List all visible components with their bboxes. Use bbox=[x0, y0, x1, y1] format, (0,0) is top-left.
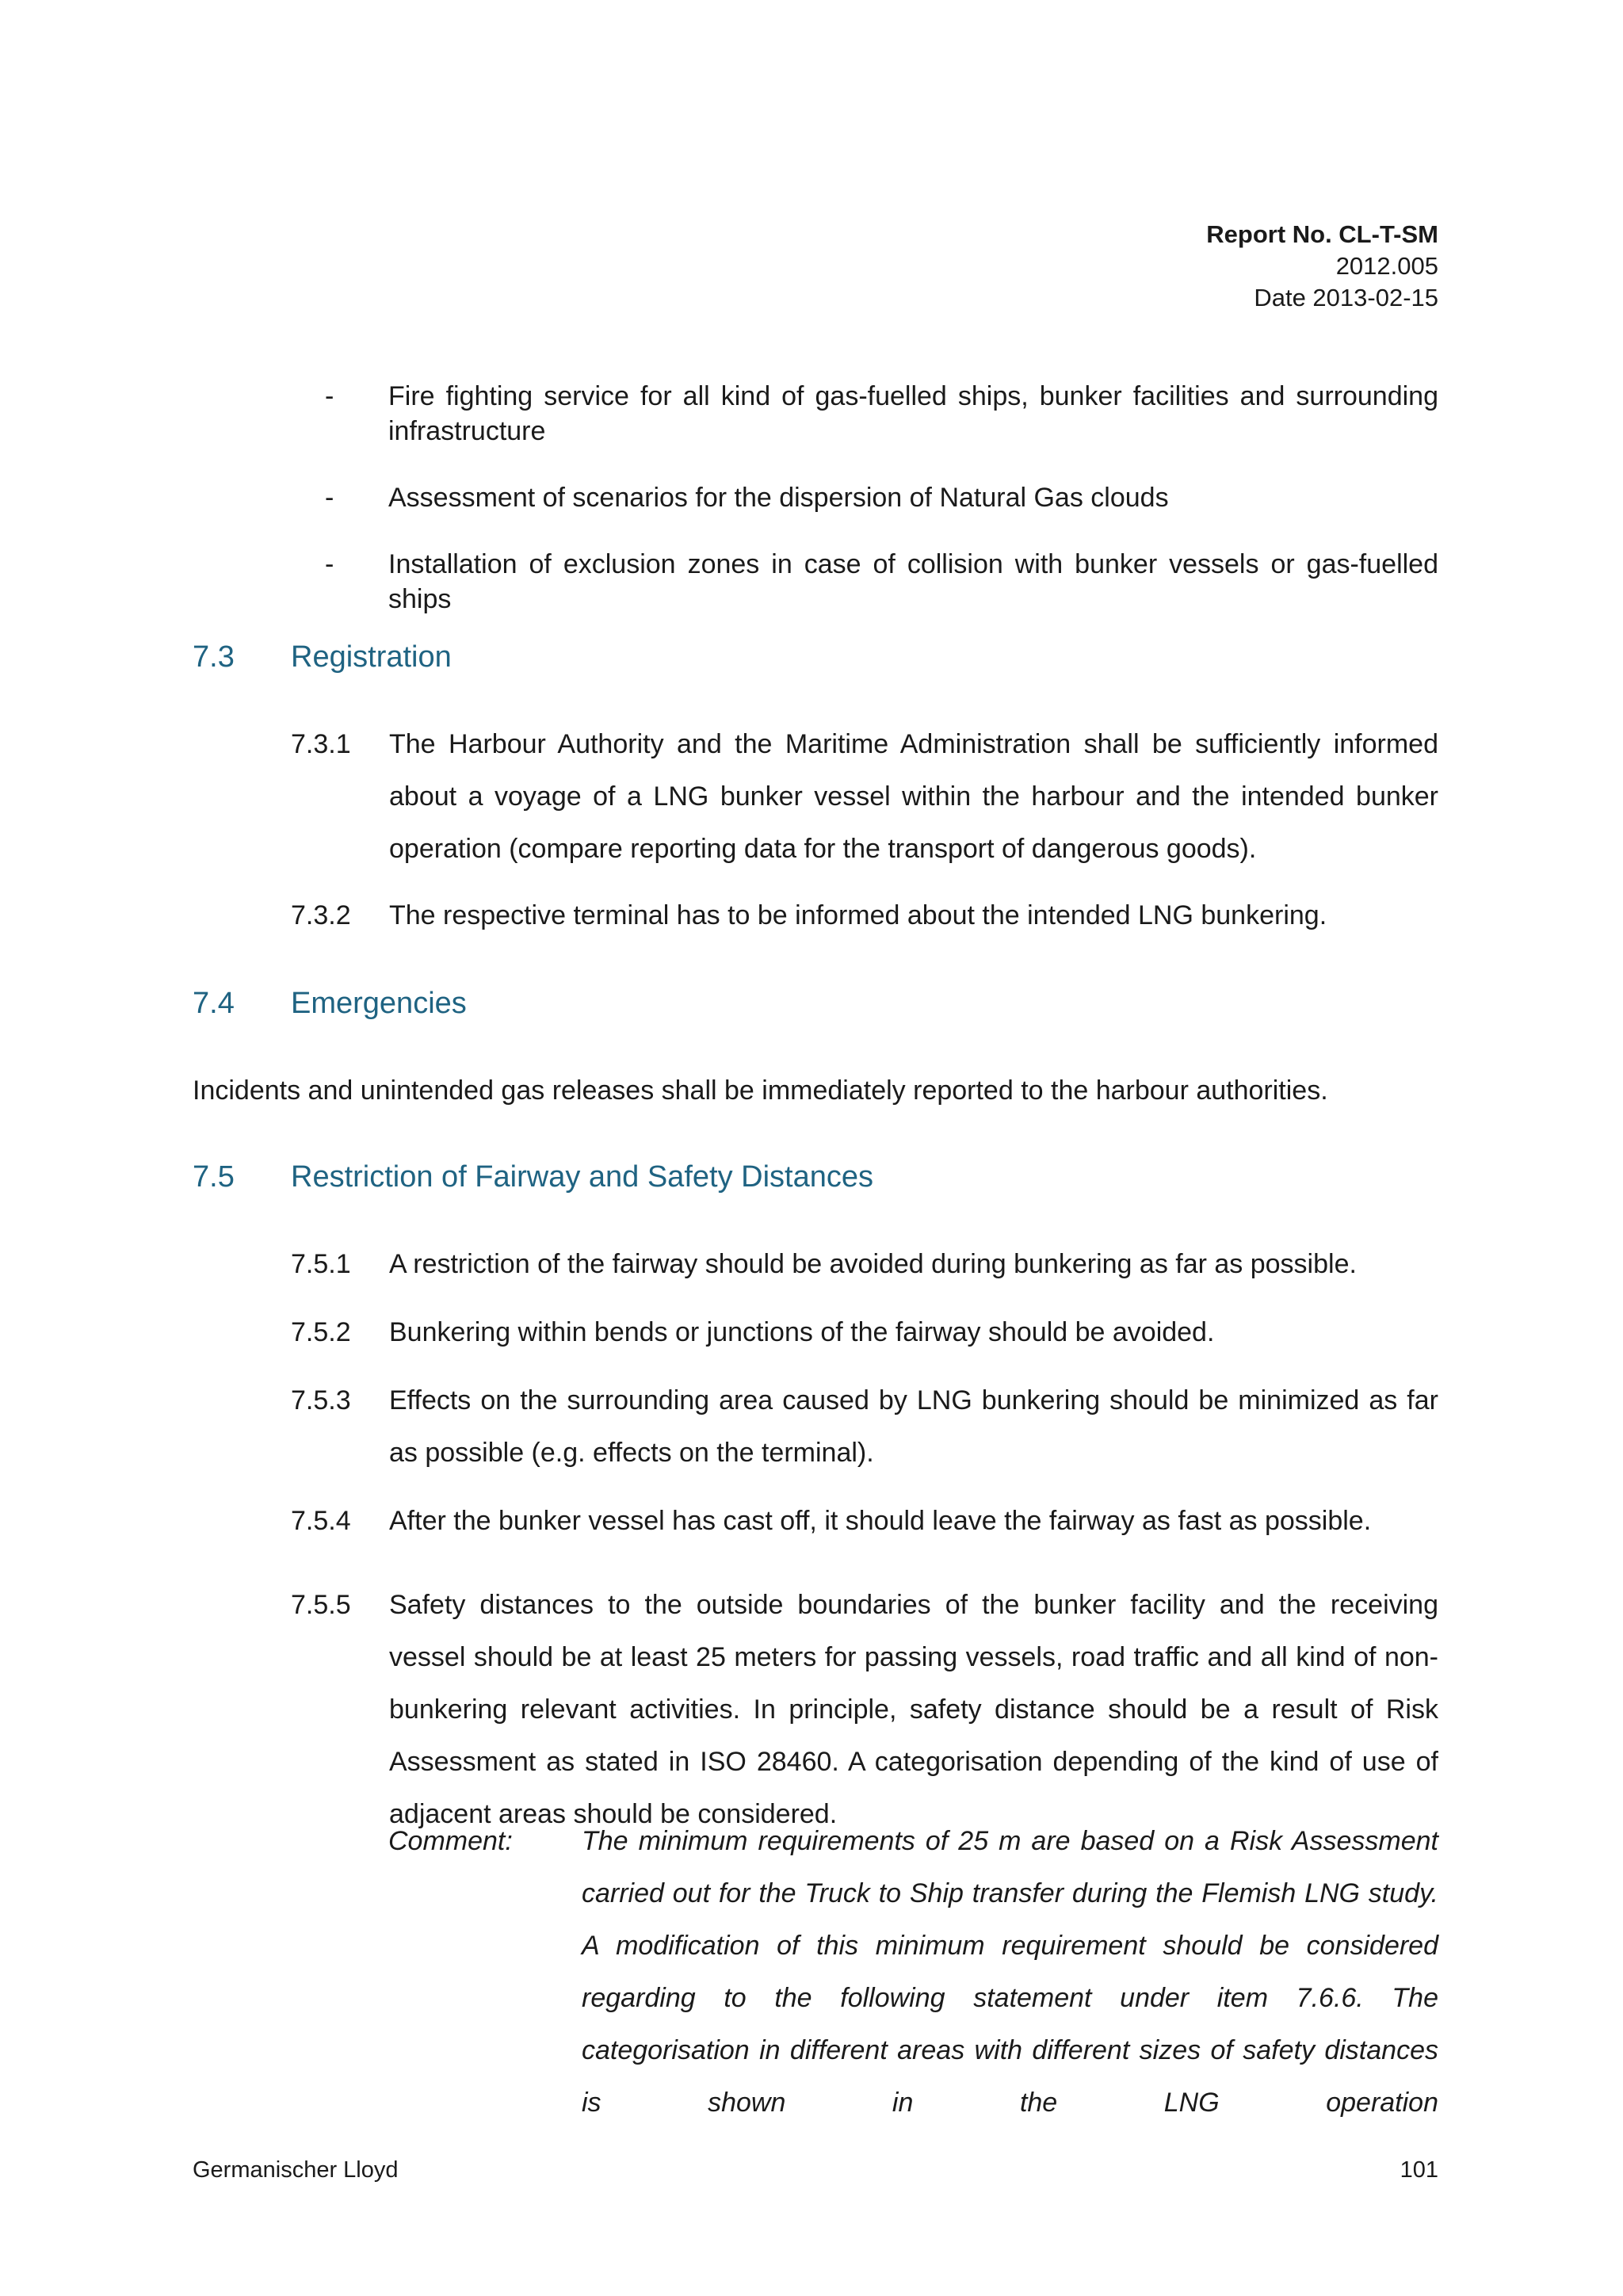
bullet-list bbox=[325, 379, 1438, 648]
section-heading-7-4 bbox=[193, 984, 1438, 1023]
bullet-marker: - bbox=[325, 483, 334, 513]
paragraph-text: The respective terminal has to be informed about the intended LNG bunkering. bbox=[389, 900, 1327, 930]
paragraph-7-5-4 bbox=[291, 1495, 1438, 1547]
bullet-marker: - bbox=[325, 549, 334, 579]
paragraph-text: Safety distances to the outside boundaries of the bunker facility and the receiving vessel should be at least 25 meters for passing vessels, road traffic and all kind of non-bunkering relevant activities. In principle, safety distance should be a result of Risk Assessment as stated in ISO 28460. A categorisation depending of the kind of use of adjacent areas should be considered. bbox=[389, 1590, 1438, 1829]
bullet-item bbox=[325, 480, 1438, 515]
section-heading-7-5 bbox=[193, 1157, 1438, 1197]
section-heading-7-3 bbox=[193, 637, 1438, 677]
bullet-item bbox=[325, 547, 1438, 617]
paragraph-number: 7.5.5 bbox=[291, 1590, 351, 1620]
comment-text: The minimum requirements of 25 m are based on a Risk Assessment carried out for the Truck to Ship transfer during the Flemish LNG study. A modification of this minimum requirement should be considered regarding to the following statement under item 7.6.6. The categorisation in different areas with different sizes of safety distances is shown in the LNG operation bbox=[582, 1826, 1438, 2118]
paragraph-7-5-1 bbox=[291, 1238, 1438, 1290]
section-number: 7.5 bbox=[193, 1160, 235, 1194]
report-date: Date 2013-02-15 bbox=[1254, 284, 1438, 311]
paragraph-number: 7.5.3 bbox=[291, 1385, 351, 1415]
report-number-label: Report No. CL-T-SM bbox=[1206, 220, 1438, 248]
paragraph-text: Bunkering within bends or junctions of the fairway should be avoided. bbox=[389, 1317, 1215, 1347]
report-number-value: 2012.005 bbox=[1335, 252, 1438, 280]
paragraph-number: 7.5.2 bbox=[291, 1317, 351, 1347]
bullet-item bbox=[325, 379, 1438, 449]
section-number: 7.3 bbox=[193, 640, 235, 674]
paragraph-text: A restriction of the fairway should be avoided during bunkering as far as possible. bbox=[389, 1249, 1357, 1279]
paragraph-7-5-2 bbox=[291, 1306, 1438, 1358]
paragraph-number: 7.5.1 bbox=[291, 1249, 351, 1279]
section-number: 7.4 bbox=[193, 987, 235, 1020]
paragraph-text: Effects on the surrounding area caused by LNG bunkering should be minimized as far as possible (e.g. effects on the terminal). bbox=[389, 1385, 1438, 1468]
paragraph-number: 7.5.4 bbox=[291, 1506, 351, 1536]
bullet-text: Installation of exclusion zones in case of collision with bunker vessels or gas-fuelled ships bbox=[388, 549, 1438, 614]
paragraph-7-3-1 bbox=[291, 718, 1438, 875]
report-header bbox=[1206, 219, 1438, 314]
bullet-text: Fire fighting service for all kind of gas-fuelled ships, bunker facilities and surrounding infrastructure bbox=[388, 381, 1438, 446]
bullet-marker: - bbox=[325, 381, 334, 411]
comment-block bbox=[388, 1815, 1438, 2129]
bullet-text: Assessment of scenarios for the dispersion of Natural Gas clouds bbox=[388, 483, 1169, 513]
emergencies-paragraph: Incidents and unintended gas releases shall be immediately reported to the harbour authorities. bbox=[193, 1075, 1328, 1106]
paragraph-number: 7.3.1 bbox=[291, 729, 351, 759]
paragraph-7-5-3 bbox=[291, 1374, 1438, 1479]
footer-page-number: 101 bbox=[1400, 2157, 1438, 2183]
paragraph-number: 7.3.2 bbox=[291, 900, 351, 930]
paragraph-text: After the bunker vessel has cast off, it should leave the fairway as fast as possible. bbox=[389, 1506, 1372, 1536]
section-title: Registration bbox=[291, 640, 452, 674]
section-title: Emergencies bbox=[291, 987, 467, 1020]
paragraph-7-5-5 bbox=[291, 1579, 1438, 1840]
section-title: Restriction of Fairway and Safety Distances bbox=[291, 1160, 873, 1194]
footer-company: Germanischer Lloyd bbox=[193, 2157, 399, 2183]
paragraph-text: The Harbour Authority and the Maritime Administration shall be sufficiently informed about a voyage of a LNG bunker vessel within the harbour and the intended bunker operation (compare reporting data for the transport of dangerous goods). bbox=[389, 729, 1438, 864]
comment-label: Comment: bbox=[388, 1826, 513, 1856]
paragraph-7-3-2 bbox=[291, 889, 1438, 942]
